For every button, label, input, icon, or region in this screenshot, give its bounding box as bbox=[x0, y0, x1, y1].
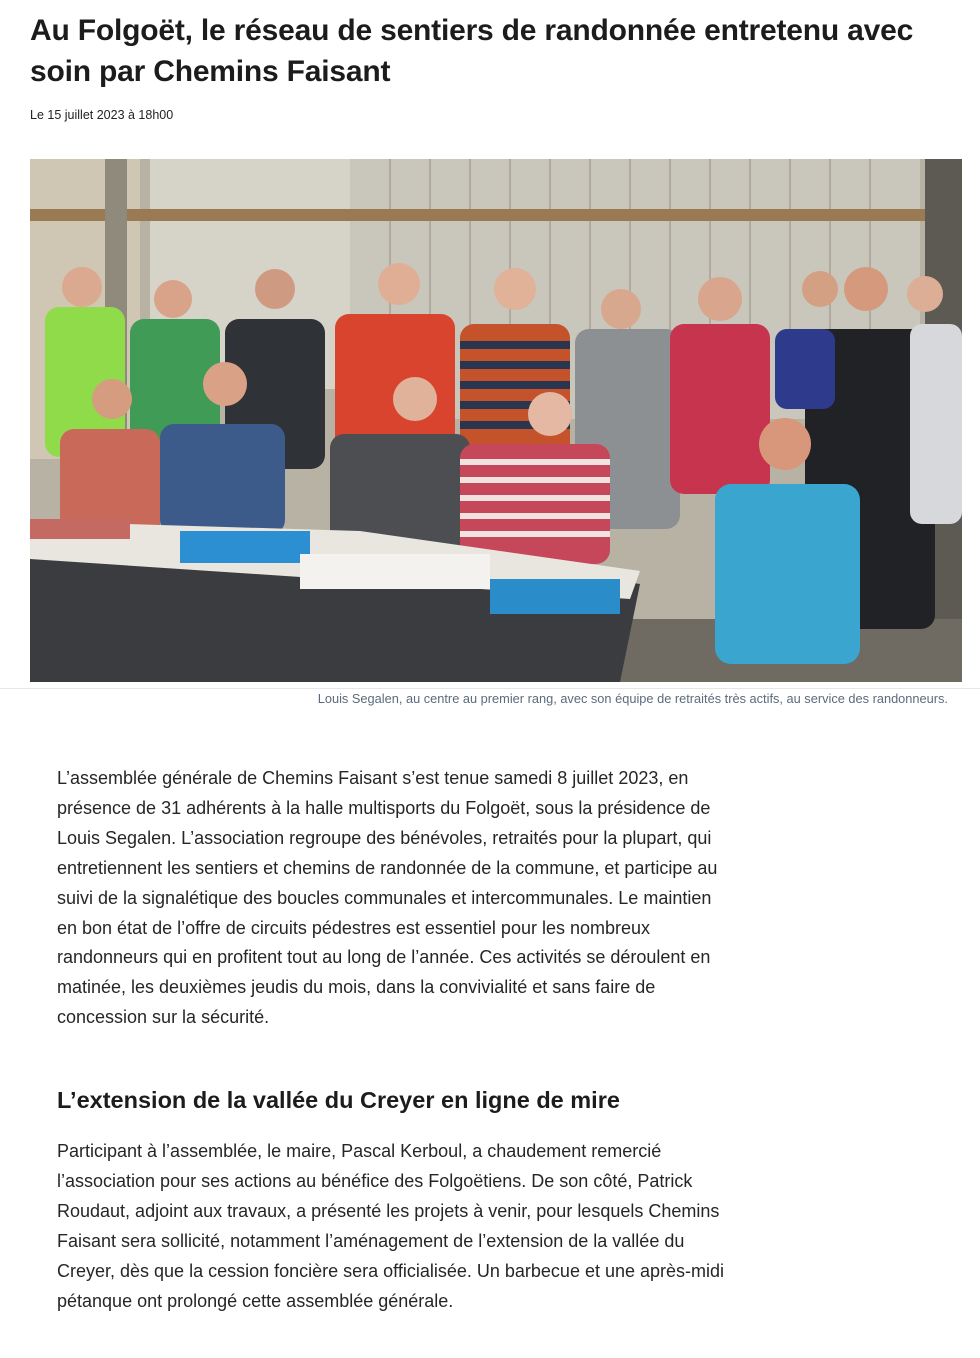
photo-caption: Louis Segalen, au centre au premier rang, avec son équipe de retraités très actifs, au service des randonneurs. bbox=[317, 691, 948, 706]
section-heading: L’extension de la vallée du Creyer en ligne de mire bbox=[57, 1087, 620, 1113]
caption-divider bbox=[0, 688, 980, 689]
article-title: Au Folgoët, le réseau de sentiers de randonnée entretenu avec soin par Chemins Faisant bbox=[30, 14, 914, 88]
paragraph-2: Participant à l’assemblée, le maire, Pascal Kerboul, a chaudement remercié l’association pour ses actions au bénéfice des Folgoëtiens. De son côté, Patrick Roudaut, adjoint aux travaux, a présenté les projets à venir, pour lesquels Chemins Faisant sera sollicité, notamment l’aménagement de l’extension de la vallée du Creyer, dès que la cession foncière sera officialisée. Un barbecue et une après-midi pétanque ont prolongé cette assemblée générale. bbox=[57, 1141, 725, 1311]
paragraph-1: L’assemblée générale de Chemins Faisant s’est tenue samedi 8 juillet 2023, en présence de 31 adhérents à la halle multisports du Folgoët, sous la présidence de Louis Segalen. L’association regroupe des bénévoles, retraités pour la plupart, qui entretiennent les sentiers et chemins de randonnée de la commune, et participe au suivi de la signalétique des boucles communales et intercommunales. Le maintien en bon état de l’offre de circuits pédestres est essentiel pour les nombreux randonneurs qui en profitent tout au long de l’année. Ces activités se déroulent en matinée, les deuxièmes jeudis du mois, dans la convivialité et sans faire de concession sur la sécurité. bbox=[57, 768, 718, 1028]
publication-date: Le 15 juillet 2023 à 18h00 bbox=[30, 108, 174, 122]
article-photo bbox=[30, 159, 962, 682]
